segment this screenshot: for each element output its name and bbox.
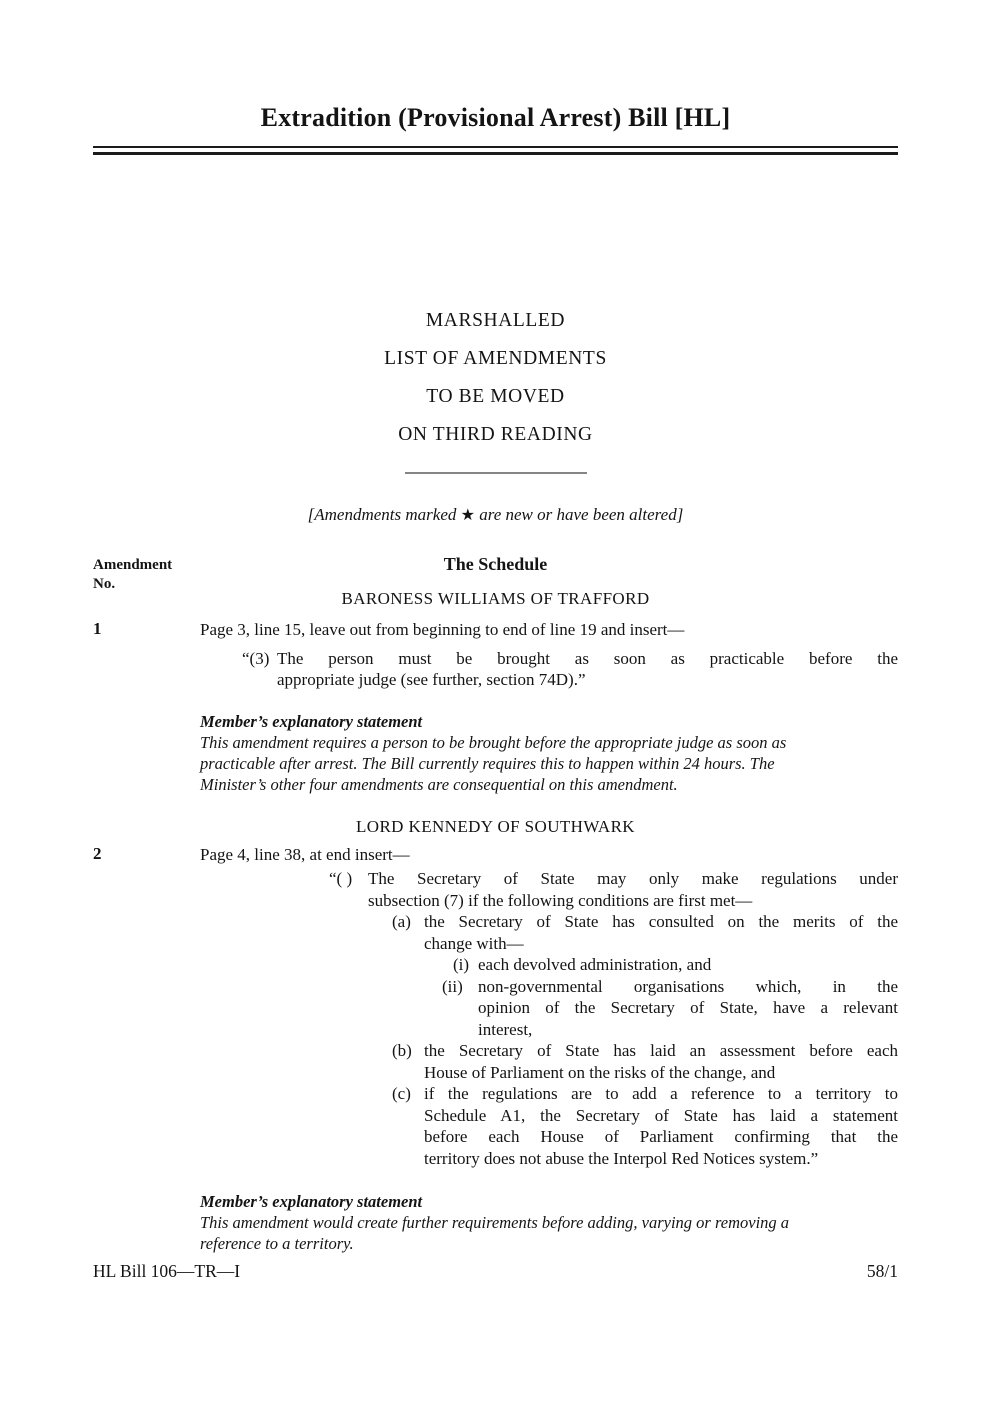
list-marker-c: (c): [392, 1084, 411, 1103]
sponsor-heading-baroness-williams: BARONESS WILLIAMS OF TRAFFORD: [341, 589, 650, 608]
quote-line: appropriate judge (see further, section 74D).”: [277, 670, 586, 689]
quote-line: House of Parliament on the risks of the change, and: [424, 1062, 776, 1082]
list-marker-a: (a): [392, 912, 411, 931]
amendment-number-1: 1: [93, 619, 102, 638]
amendment-2-body: [200, 844, 898, 1169]
sponsor-heading-lord-kennedy: LORD KENNEDY OF SOUTHWARK: [355, 817, 635, 836]
list-item-b: [392, 1040, 898, 1083]
heading-line-list: LIST OF AMENDMENTS: [384, 348, 607, 369]
quote-marker: “( ): [329, 869, 353, 888]
list-marker-b: (b): [392, 1041, 412, 1060]
list-item-i: [452, 954, 898, 976]
amendment-no-header-line1: Amendment: [93, 557, 173, 573]
explanatory-line: This amendment would create further requirements before adding, varying or removing a: [200, 1213, 790, 1232]
quote-line: (i) each devolved administration, and: [478, 954, 898, 976]
list-item-a: [392, 911, 898, 954]
quote-line: (b) the Secretary of State has laid an assessment before each: [392, 1041, 898, 1060]
explanatory-statement-2: [200, 1191, 870, 1254]
explanatory-statement-1: [200, 711, 870, 795]
quote-line: Schedule A1, the Secretary of State has laid a statement: [424, 1105, 898, 1125]
quote-line: territory does not abuse the Interpol Red Notices system.”: [424, 1148, 819, 1168]
heading-line-reading: ON THIRD READING: [398, 424, 593, 445]
heading-line-moved: TO BE MOVED: [426, 386, 565, 407]
list-marker-i: (i): [452, 955, 469, 974]
star-note-prefix: [Amendments marked: [307, 505, 461, 524]
list-item-c: [392, 1083, 898, 1169]
amendment-1-instruction: Page 3, line 15, leave out from beginning to end of line 19 and insert—: [200, 620, 685, 639]
footer-bill-number: HL Bill 106—TR—I: [93, 1261, 241, 1281]
amendment-no-header-line2: No.: [93, 576, 116, 592]
quote-line: opinion of the Secretary of State, have a relevant: [478, 998, 898, 1017]
quote-line: (a) the Secretary of State has consulted on the merits of the: [392, 912, 898, 931]
separator-rule: [405, 472, 587, 474]
amendment-1-quote: [242, 648, 898, 691]
title-double-rule: [93, 146, 898, 155]
quote-line: subsection (7) if the following conditions are first met—: [368, 890, 753, 910]
explanatory-line: practicable after arrest. The Bill currently requires this to happen within 24 hours. The: [200, 754, 775, 773]
explanatory-line: reference to a territory.: [200, 1234, 354, 1253]
explanatory-heading: Member’s explanatory statement: [200, 712, 423, 731]
document-title: Extradition (Provisional Arrest) Bill [HL]: [260, 103, 731, 132]
page-footer: [93, 1261, 898, 1282]
quote-line: “( ) The Secretary of State may only make regulations under: [329, 869, 898, 888]
marshalled-heading: [0, 302, 991, 454]
explanatory-line: This amendment requires a person to be brought before the appropriate judge as soon as: [200, 733, 787, 752]
quote-line: before each House of Parliament confirming that the: [424, 1127, 898, 1146]
footer-serial-number: 58/1: [866, 1261, 898, 1281]
amendment-1-body: [200, 619, 898, 691]
amendment-number-2: 2: [93, 844, 102, 863]
star-note-suffix: are new or have been altered]: [474, 505, 684, 524]
amendment-2-instruction: Page 4, line 38, at end insert—: [200, 845, 410, 864]
explanatory-heading: Member’s explanatory statement: [200, 1192, 423, 1211]
quote-line: (c) if the regulations are to add a reference to a territory to: [392, 1084, 898, 1103]
quote-marker: “(3): [242, 648, 270, 668]
schedule-heading: The Schedule: [443, 554, 548, 574]
list-marker-ii: (ii): [442, 976, 463, 996]
quote-line: change with—: [424, 933, 524, 953]
amendment-2-quote-intro: [329, 868, 898, 911]
explanatory-line: Minister’s other four amendments are consequential on this amendment.: [200, 775, 678, 794]
star-icon: ★: [460, 507, 475, 524]
list-item-ii: [442, 976, 898, 1041]
quote-line: (ii) non-governmental organisations which, in the: [442, 976, 898, 996]
quote-line: interest,: [478, 1019, 533, 1039]
star-note: [0, 505, 991, 525]
heading-line-marshalled: MARSHALLED: [425, 310, 566, 331]
quote-line: “(3) The person must be brought as soon as practicable before the: [242, 648, 898, 668]
